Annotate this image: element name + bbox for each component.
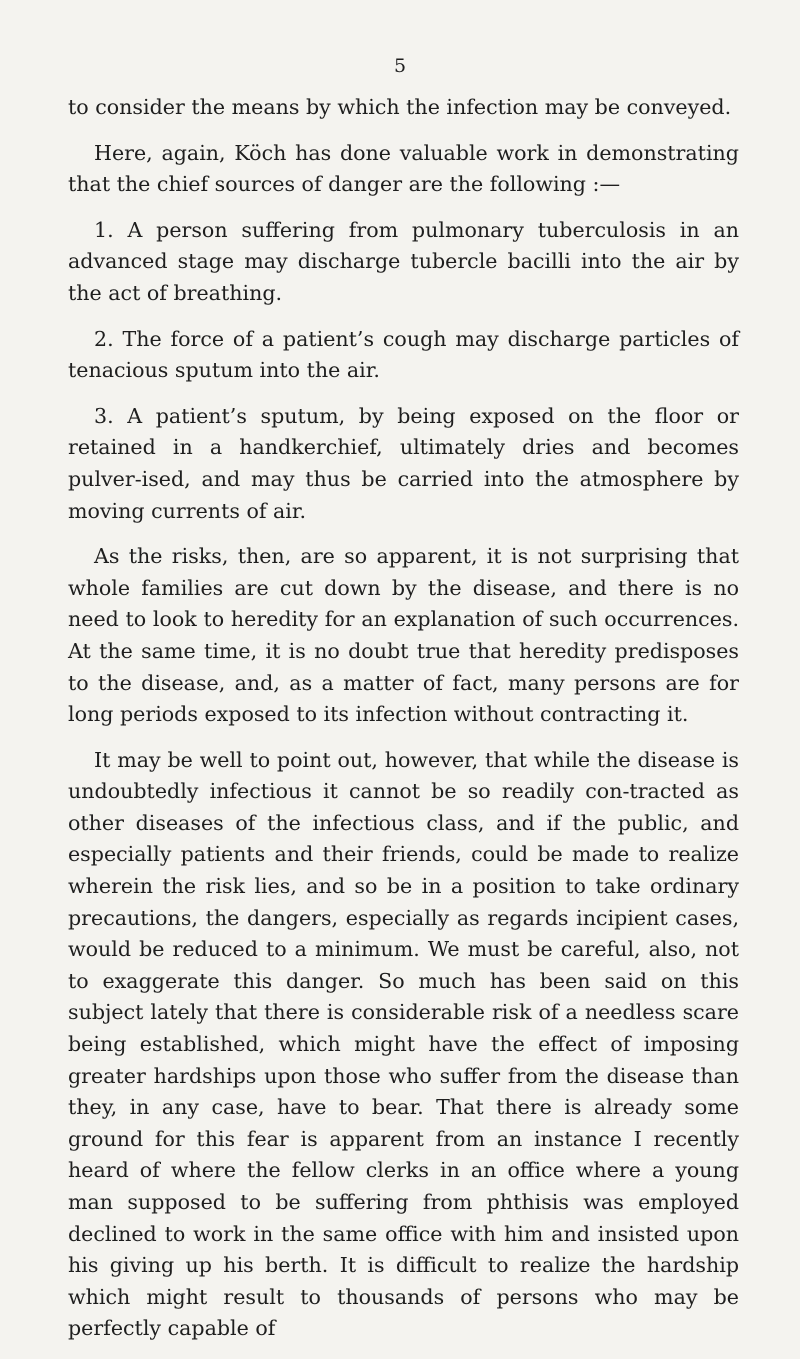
list-item-breathing: 1. A person suffering from pulmonary tuberculosis in an advanced stage may discharge tubercle bacilli into the air by the act of breathing.	[68, 217, 739, 305]
page-number: 5	[393, 55, 407, 77]
paragraph-precautions: It may be well to point out, however, that while the disease is undoubtedly infectious it cannot be so readily con-tracted as other diseases of the infectious class, and if the public, and especially patients and their friends, could be made to realize wherein the risk lies, and so be in a position to take ordinary precautions, the dangers, especially as regards incipient cases, would be reduced to a minimum. We must be careful, also, not to exaggerate this danger. So much has been said on this subject lately that there is considerable risk of a needless scare being established, which might have the effect of imposing greater hardships upon those who suffer from the disease than they, in any case, have to bear. That there is already some ground for this fear is apparent from an instance I recently heard of where the fellow clerks in an office where a young man supposed to be suffering from phthisis was employed declined to work in the same office with him and insisted upon his giving up his berth. It is difficult to realize the hardship which might result to thousands of persons who may be perfectly capable of	[68, 747, 739, 1341]
body-text	[68, 92, 739, 1359]
paragraph-continuation: to consider the means by which the infection may be conveyed.	[68, 95, 732, 119]
list-item-sputum: 3. A patient’s sputum, by being exposed on the floor or retained in a handkerchief, ultimately dries and becomes pulver-ised, and may thus be carried into the atmosphere by moving currents of air.	[68, 403, 739, 523]
paragraph-sources-intro: Here, again, Köch has done valuable work in demonstrating that the chief sources of danger are the following :—	[68, 140, 739, 197]
paragraph-heredity: As the risks, then, are so apparent, it is not surprising that whole families are cut down by the disease, and there is no need to look to heredity for an explanation of such occurrences. At the same time, it is no doubt true that heredity predisposes to the disease, and, as a matter of fact, many persons are for long periods exposed to its infection without contracting it.	[68, 544, 739, 727]
list-item-cough: 2. The force of a patient’s cough may discharge particles of tenacious sputum into the air.	[68, 326, 739, 383]
